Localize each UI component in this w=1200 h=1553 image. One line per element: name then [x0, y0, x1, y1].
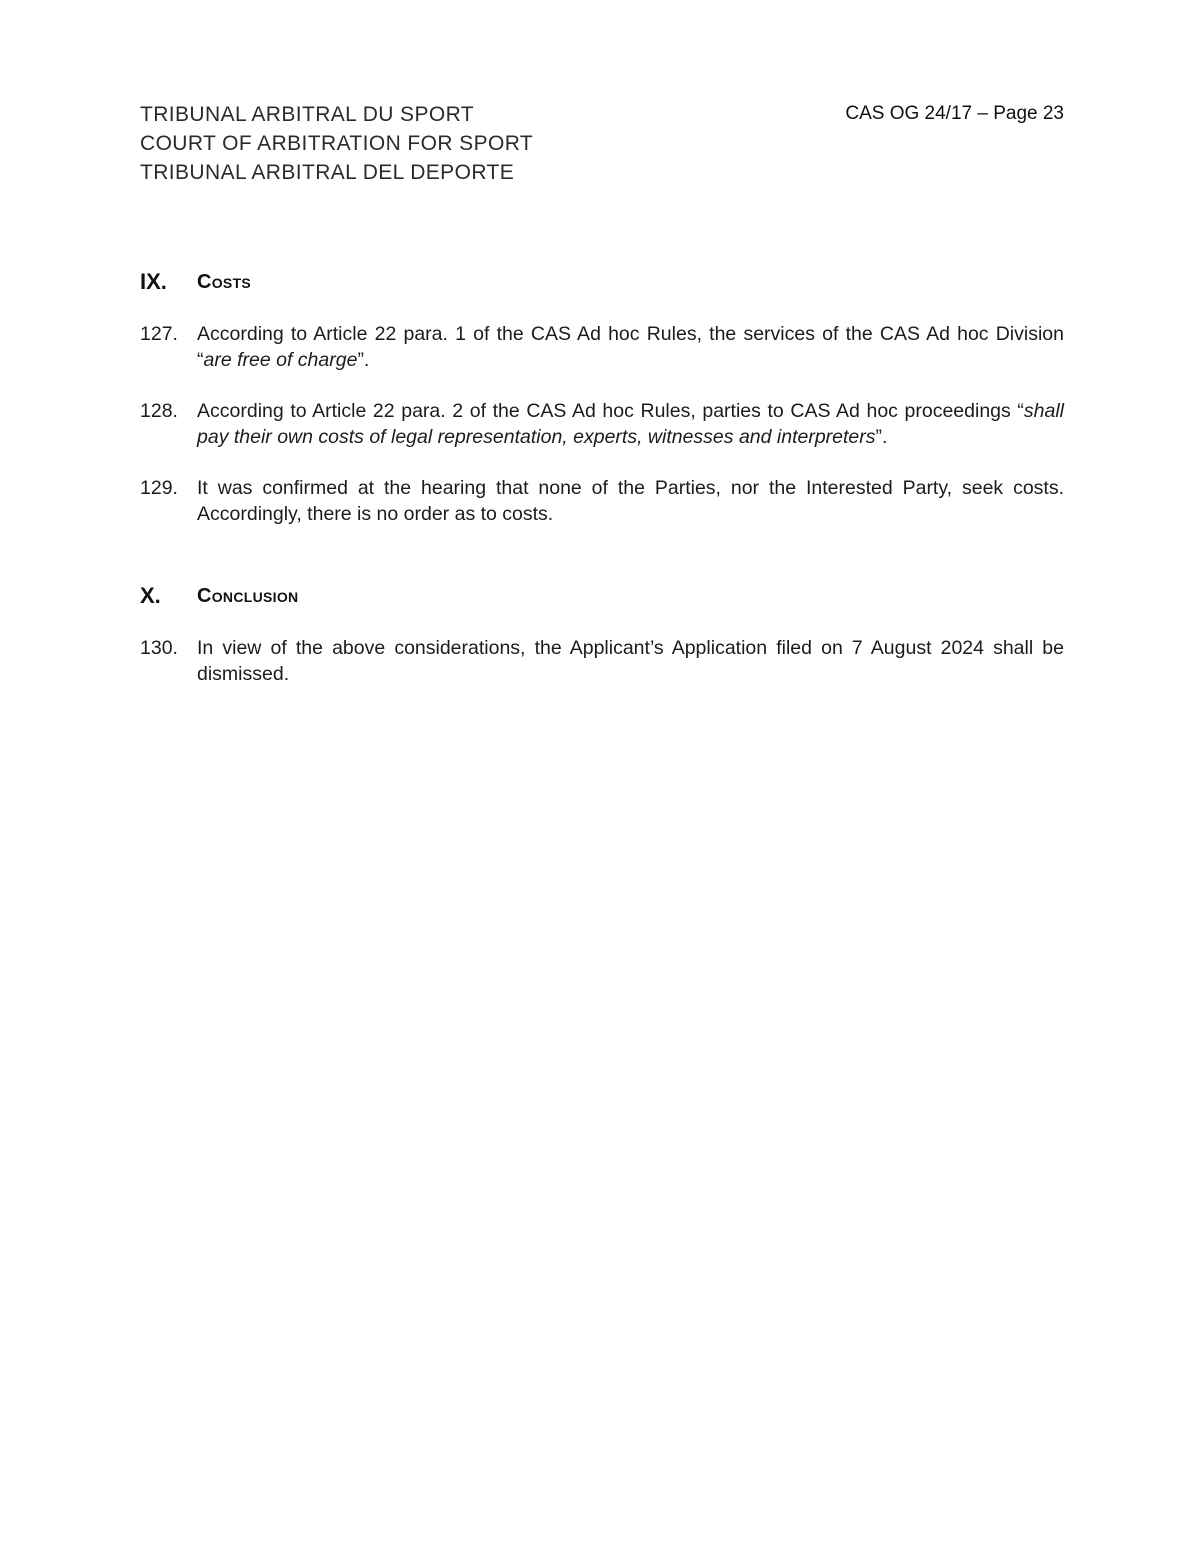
section-number: IX.: [140, 269, 167, 294]
paragraph-number: 127.: [140, 323, 178, 345]
paragraph-text: It was confirmed at the hearing that none of the Parties, nor the Interested Party, seek costs. Accordingly, there is no order as to costs.: [197, 477, 1064, 525]
paragraph-text: According to Article 22 para. 1 of the CAS Ad hoc Rules, the services of the CAS Ad hoc Division “are free of charge”.: [197, 323, 1064, 371]
case-reference: CAS OG 24/17 – Page 23: [845, 103, 1064, 124]
letterhead-line-fr: TRIBUNAL ARBITRAL DU SPORT: [140, 103, 475, 126]
paragraph-129: [140, 475, 1064, 527]
document-body: [140, 269, 1064, 687]
letterhead-line-en: COURT OF ARBITRATION FOR SPORT: [140, 132, 534, 155]
letterhead-line-es: TRIBUNAL ARBITRAL DEL DEPORTE: [140, 161, 515, 184]
section-number: X.: [140, 583, 161, 608]
page-header: [140, 100, 1064, 187]
paragraph-number: 130.: [140, 637, 178, 659]
paragraph-text: According to Article 22 para. 2 of the CAS Ad hoc Rules, parties to CAS Ad hoc proceedings “shall pay their own costs of legal representation, experts, witnesses and interpreters”.: [197, 400, 1064, 448]
paragraph-number: 128.: [140, 400, 178, 422]
section-title: Costs: [197, 271, 252, 293]
section-heading-costs: [140, 269, 1064, 295]
paragraph-130: [140, 635, 1064, 687]
letterhead: [140, 100, 533, 187]
section-title: Conclusion: [197, 585, 299, 607]
paragraph-127: [140, 321, 1064, 373]
paragraph-number: 129.: [140, 477, 178, 499]
paragraph-text: In view of the above considerations, the Applicant’s Application filed on 7 August 2024 shall be dismissed.: [197, 637, 1064, 685]
section-heading-conclusion: [140, 583, 1064, 609]
paragraph-128: [140, 398, 1064, 450]
